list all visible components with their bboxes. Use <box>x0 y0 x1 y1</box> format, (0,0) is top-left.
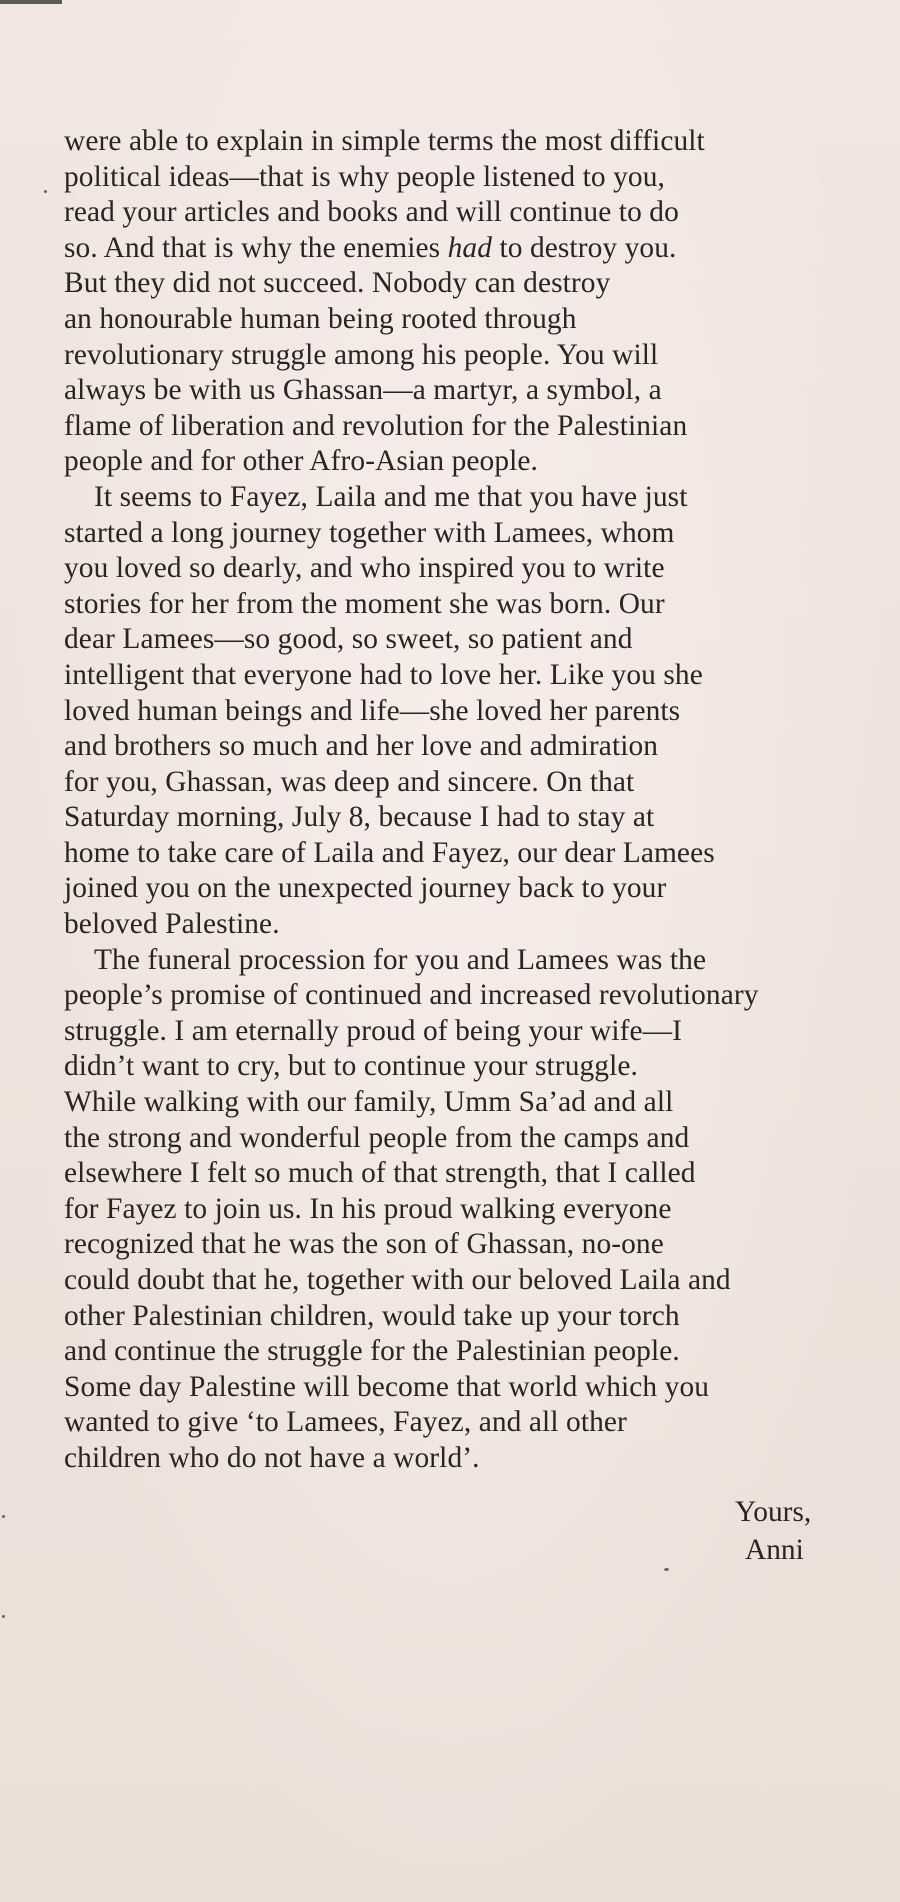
page-edge-rule <box>0 0 62 4</box>
text-line: read your articles and books and will continue to do <box>64 196 679 229</box>
emphasis: had <box>447 231 492 264</box>
letter-body <box>64 124 864 1477</box>
text-line: struggle. I am eternally proud of being your wife—I <box>64 1014 683 1047</box>
signature: Anni <box>745 1534 804 1566</box>
text-line: an honourable human being rooted through <box>64 302 577 335</box>
text-line: wanted to give ‘to Lamees, Fayez, and all other <box>64 1406 627 1439</box>
text-line: and continue the struggle for the Palestinian people. <box>64 1335 680 1368</box>
text-line: Saturday morning, July 8, because I had to stay at <box>64 801 655 834</box>
text-line: didn’t want to cry, but to continue your struggle. <box>64 1050 638 1083</box>
text-line: revolutionary struggle among his people. You will <box>64 338 659 371</box>
text-line: loved human beings and life—she loved her parents <box>64 694 681 727</box>
text-line: The funeral procession for you and Lamees was the <box>94 943 707 976</box>
paper-speck <box>2 1615 5 1618</box>
text-line: While walking with our family, Umm Sa’ad and all <box>64 1086 674 1119</box>
text-line: joined you on the unexpected journey back to your <box>64 872 667 905</box>
text-line: people’s promise of continued and increased revolutionary <box>64 979 759 1012</box>
paper-speck <box>664 1568 669 1571</box>
text-line: dear Lamees—so good, so sweet, so patient and <box>64 623 633 656</box>
text-line: intelligent that everyone had to love her. Like you she <box>64 658 703 691</box>
closing-salutation: Yours, <box>735 1496 812 1528</box>
paper-speck <box>44 190 47 193</box>
text-line: started a long journey together with Lamees, whom <box>64 516 675 549</box>
text-line: other Palestinian children, would take up your torch <box>64 1299 680 1332</box>
letter-closing <box>735 1493 811 1569</box>
text-line: for you, Ghassan, was deep and sincere. On that <box>64 765 635 798</box>
text-line: elsewhere I felt so much of that strength, that I called <box>64 1157 696 1190</box>
text-line: It seems to Fayez, Laila and me that you have just <box>94 480 688 513</box>
text-line: so. And that is why the enemies had to destroy you. <box>64 231 677 264</box>
text-line: you loved so dearly, and who inspired you to write <box>64 552 665 585</box>
text-line: could doubt that he, together with our beloved Laila and <box>64 1264 731 1296</box>
text-line: flame of liberation and revolution for the Palestinian <box>64 409 688 442</box>
text-line: for Fayez to join us. In his proud walking everyone <box>64 1192 672 1225</box>
text-line: But they did not succeed. Nobody can destroy <box>64 267 611 300</box>
text-line: and brothers so much and her love and admiration <box>64 730 659 763</box>
text-line: stories for her from the moment she was born. Our <box>64 587 665 620</box>
text-line: were able to explain in simple terms the most difficult <box>64 125 705 157</box>
text-line: home to take care of Laila and Fayez, our dear Lamees <box>64 836 715 869</box>
text-line: political ideas—that is why people listened to you, <box>64 160 665 193</box>
text-line: people and for other Afro-Asian people. <box>64 445 538 478</box>
text-line: the strong and wonderful people from the camps and <box>64 1121 690 1154</box>
text-line: always be with us Ghassan—a martyr, a symbol, a <box>64 374 662 407</box>
text-line: children who do not have a world’. <box>64 1441 480 1474</box>
paper-speck <box>2 1515 5 1518</box>
text-line: beloved Palestine. <box>64 908 280 941</box>
text-line: Some day Palestine will become that world which you <box>64 1370 710 1403</box>
text-line: recognized that he was the son of Ghassan, no-one <box>64 1228 664 1261</box>
